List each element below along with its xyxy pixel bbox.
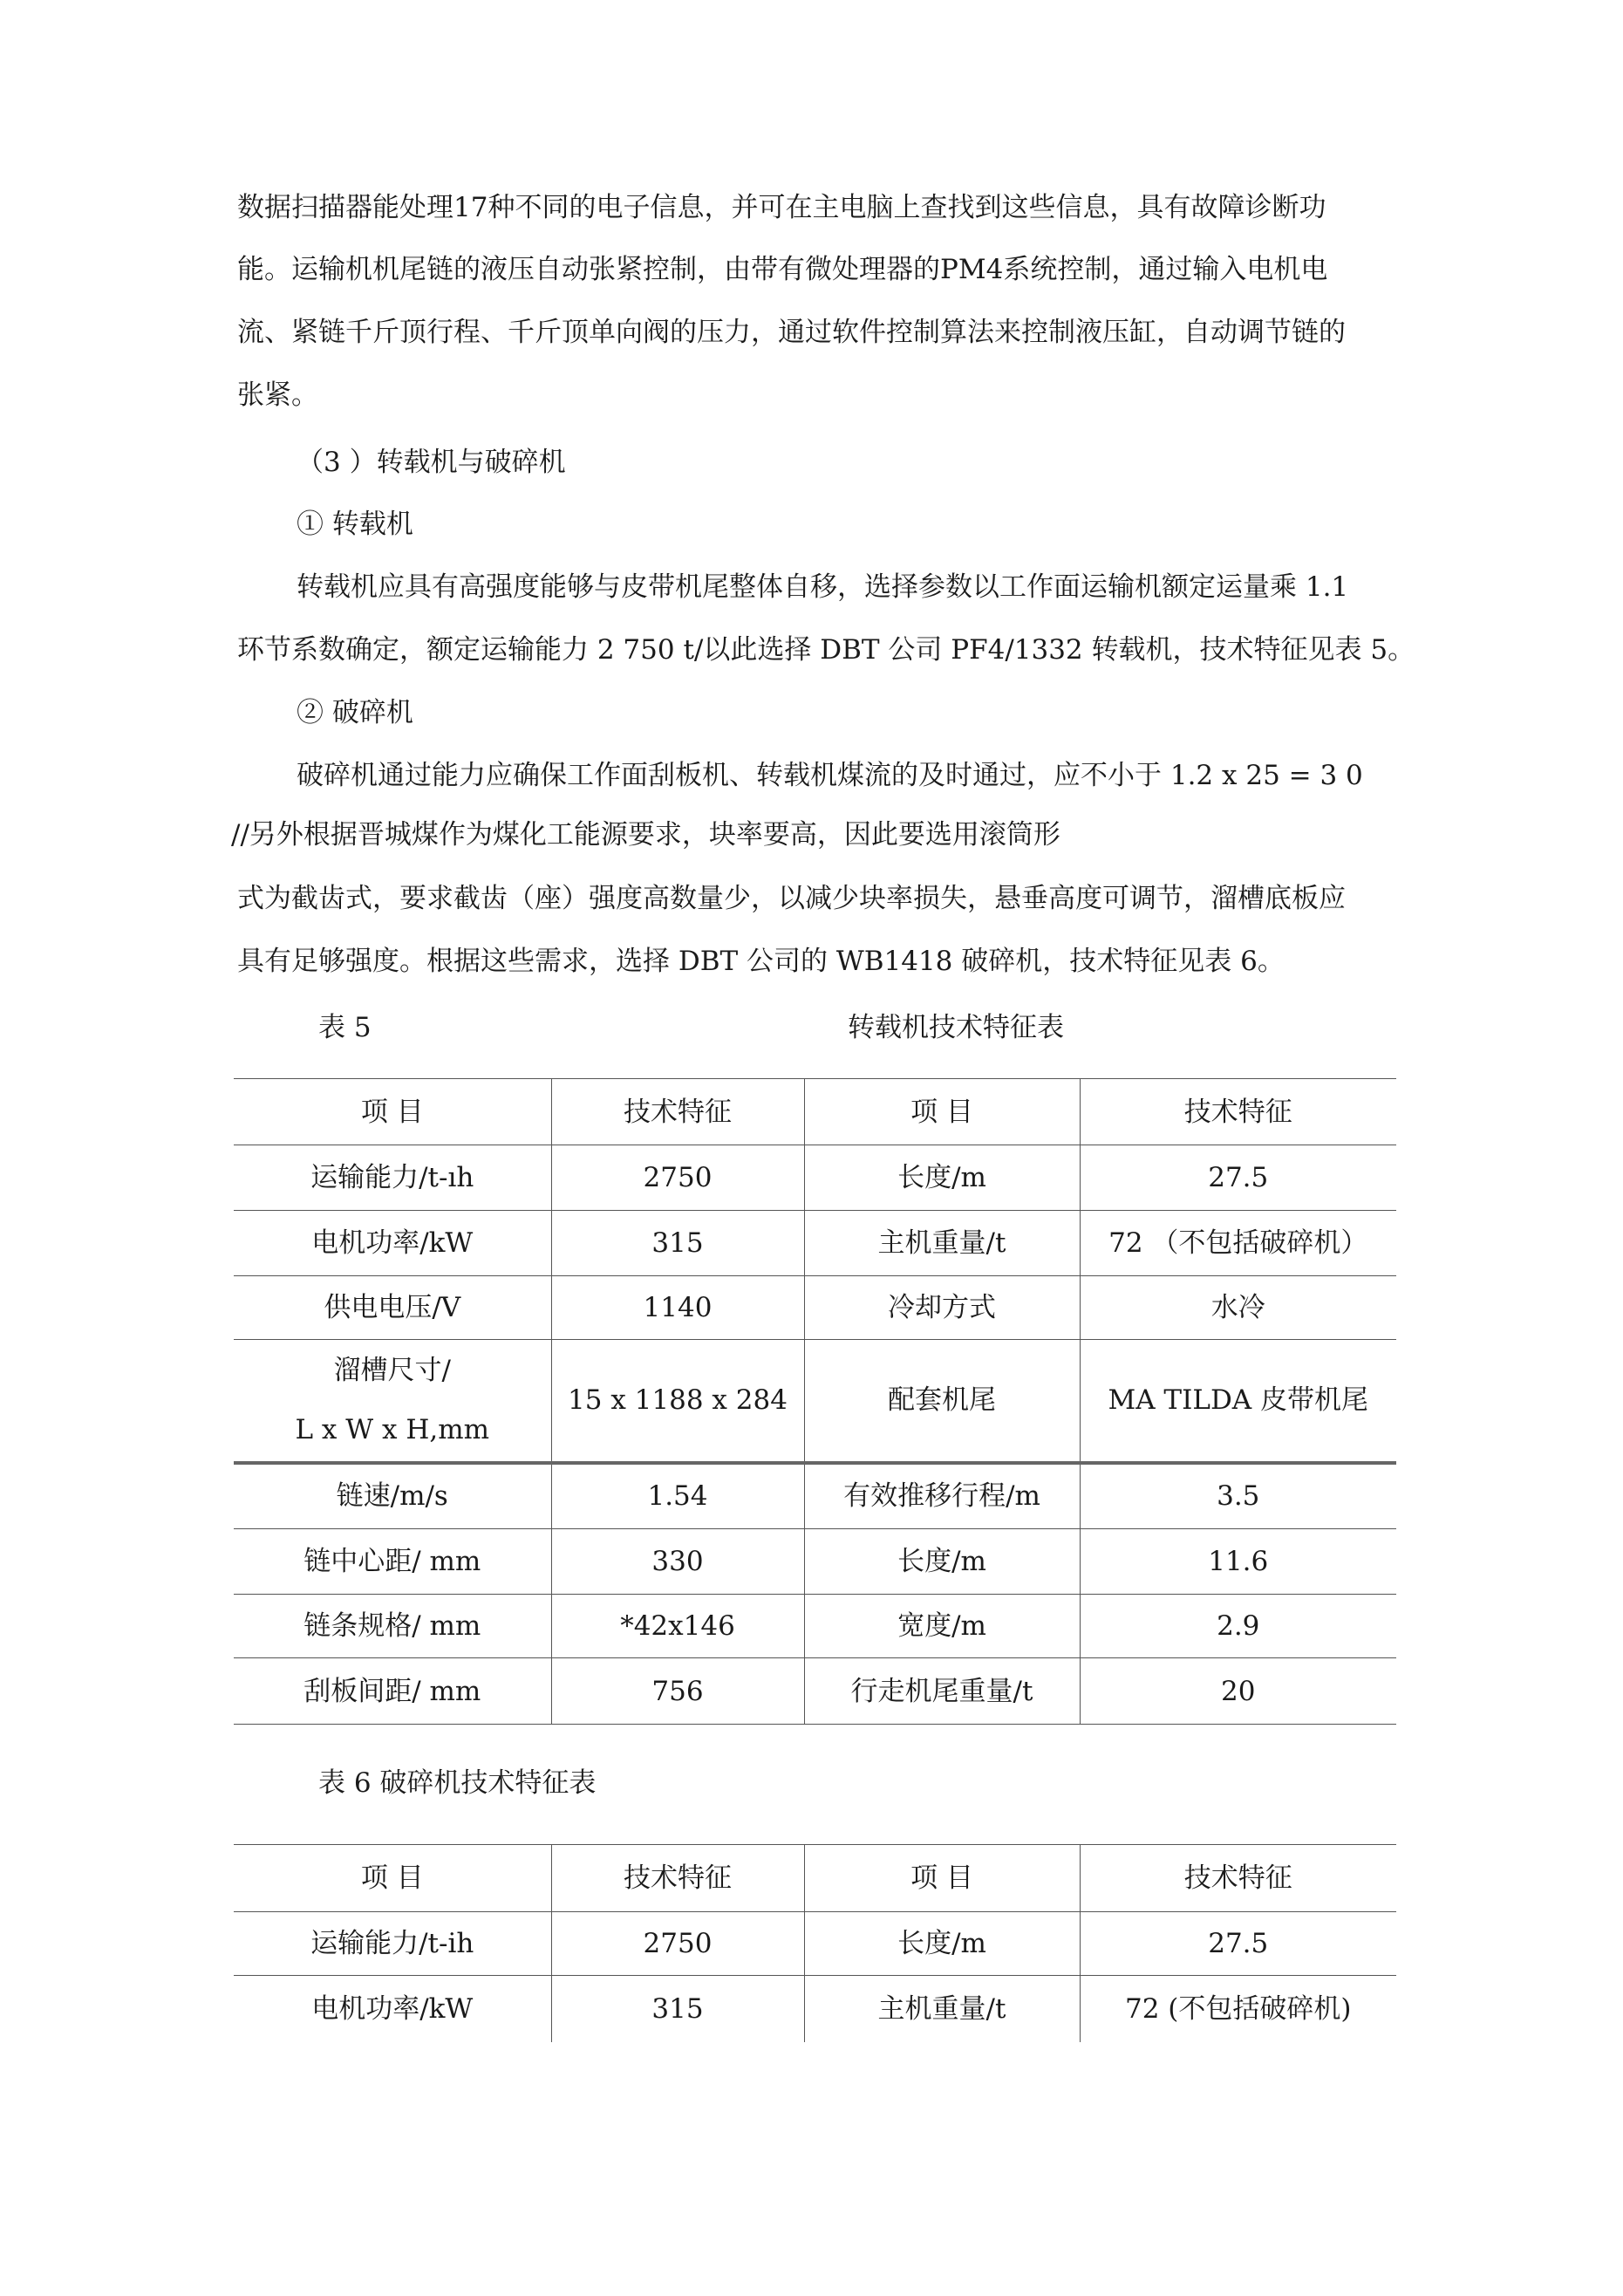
table-cell: 长度/m [804,1145,1080,1211]
table-cell: 315 [551,1976,804,2042]
table-cell: 项 目 [234,1079,551,1145]
table-cell: 运输能力/t-ih [234,1912,551,1976]
table-cell: 11.6 [1080,1529,1396,1595]
body-text-line: 能。运输机机尾链的液压自动张紧控制，由带有微处理器的PM4系统控制，通过输入电机电 [237,254,1328,285]
table-header-row [234,1079,1396,1145]
table-cell: 主机重量/t [804,1976,1080,2042]
table6-title: 表 6 破碎机技术特征表 [318,1767,597,1799]
table-cell: 长度/m [804,1912,1080,1976]
table-row [234,1595,1396,1658]
table-cell: 链速/m/s [234,1463,551,1529]
table-cell: 技术特征 [551,1845,804,1912]
body-text-line: 破碎机通过能力应确保工作面刮板机、转载机煤流的及时通过，应不小于 1.2 x 25 = 3 0 [297,760,1363,791]
table5 [234,1078,1396,1725]
table-cell: *42x146 [551,1595,804,1658]
table-cell: 刮板间距/ mm [234,1658,551,1725]
table-cell: 27.5 [1080,1912,1396,1976]
body-text-line: 流、紧链千斤顶行程、千斤顶单向阀的压力，通过软件控制算法来控制液压缸，自动调节链的 [237,317,1346,348]
body-text-line: 式为截齿式，要求截齿（座）强度高数量少，以减少块率损失，悬垂高度可调节，溜槽底板应 [237,883,1346,914]
table-cell: 有效推移行程/m [804,1463,1080,1529]
body-text-line: 转载机应具有高强度能够与皮带机尾整体自移，选择参数以工作面运输机额定运量乘 1.1 [297,571,1349,603]
table-row [234,1976,1396,2042]
table-cell: 链条规格/ mm [234,1595,551,1658]
table-row [234,1340,1396,1463]
body-text-line: //另外根据晋城煤作为煤化工能源要求，块率要高，因此要选用滚筒形 [231,819,1060,851]
table-row [234,1912,1396,1976]
table-cell: 3.5 [1080,1463,1396,1529]
table-header-row [234,1845,1396,1912]
table-cell: 行走机尾重量/t [804,1658,1080,1725]
table-cell: 主机重量/t [804,1211,1080,1276]
table-cell: 项 目 [804,1079,1080,1145]
table-cell: 电机功率/kW [234,1976,551,2042]
table-cell: 水冷 [1080,1276,1396,1340]
table-cell: 2750 [551,1145,804,1211]
table-cell: 72 (不包括破碎机) [1080,1976,1396,2042]
table-cell: 2.9 [1080,1595,1396,1658]
table-cell: 20 [1080,1658,1396,1725]
table-cell: 长度/m [804,1529,1080,1595]
body-text-line: 环节系数确定，额定运输能力 2 750 t/以此选择 DBT 公司 PF4/1332 转载机，技术特征见表 5。 [237,634,1415,666]
table-cell: 宽度/m [804,1595,1080,1658]
table-row [234,1276,1396,1340]
table-cell: 供电电压/V [234,1276,551,1340]
table-cell: 330 [551,1529,804,1595]
table-row [234,1211,1396,1276]
table-cell: 电机功率/kW [234,1211,551,1276]
table-row [234,1658,1396,1725]
table-cell: MA TILDA 皮带机尾 [1080,1340,1396,1463]
cell-line: 溜槽尺寸/ [333,1355,451,1387]
table-cell: 项 目 [804,1845,1080,1912]
table-row [234,1529,1396,1595]
body-text-line: 具有足够强度。根据这些需求，选择 DBT 公司的 WB1418 破碎机，技术特征见表 6。 [237,946,1285,977]
table-cell: 技术特征 [1080,1845,1396,1912]
table6 [234,1844,1396,2042]
table5-title: 转载机技术特征表 [848,1012,1064,1043]
subsection-heading: ② 破碎机 [297,697,413,728]
table-cell: 冷却方式 [804,1276,1080,1340]
table-cell [234,1340,551,1463]
table-cell: 27.5 [1080,1145,1396,1211]
table-cell: 72 （不包括破碎机） [1080,1211,1396,1276]
table-cell: 756 [551,1658,804,1725]
table-cell: 技术特征 [1080,1079,1396,1145]
table-cell: 1140 [551,1276,804,1340]
table-cell: 链中心距/ mm [234,1529,551,1595]
table-cell: 315 [551,1211,804,1276]
table-cell: 配套机尾 [804,1340,1080,1463]
table-cell: 1.54 [551,1463,804,1529]
table-cell: 技术特征 [551,1079,804,1145]
section-heading: （3 ）转载机与破碎机 [297,447,566,478]
table-cell: 15 x 1188 x 284 [551,1340,804,1463]
table-cell: 项 目 [234,1845,551,1912]
table-row [234,1145,1396,1211]
body-text-line: 张紧。 [237,379,318,411]
table-cell: 运输能力/t-ıh [234,1145,551,1211]
table-row [234,1463,1396,1529]
subsection-heading: ① 转载机 [297,509,413,540]
body-text-line: 数据扫描器能处理17种不同的电子信息，并可在主电脑上查找到这些信息，具有故障诊断功 [237,192,1326,223]
table-cell: 2750 [551,1912,804,1976]
cell-line: L x W x H,mm [295,1414,489,1446]
table5-label: 表 5 [318,1012,372,1043]
